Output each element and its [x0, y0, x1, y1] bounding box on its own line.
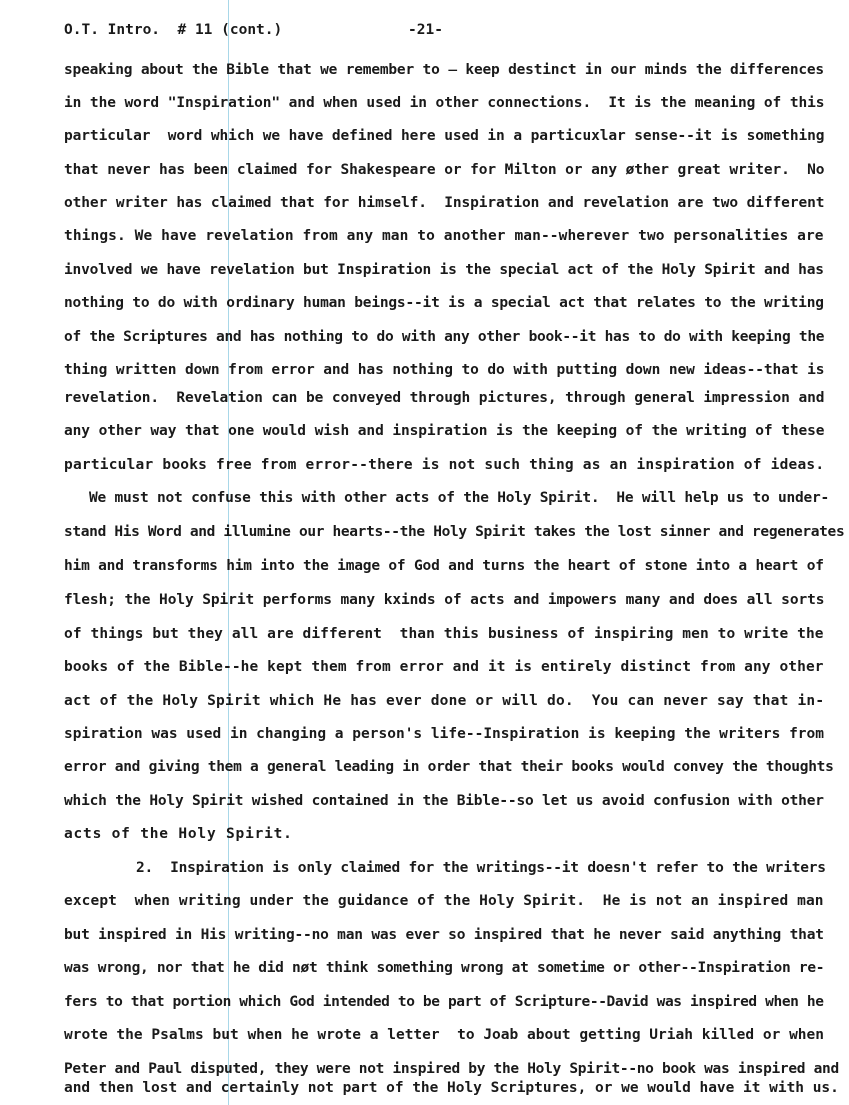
text-line: thing written down from error and has nothing to do with putting down new ideas--that is [64, 362, 825, 378]
text-line: revelation. Revelation can be conveyed through pictures, through general impression and [64, 390, 825, 406]
text-line: particular word which we have defined here used in a particuxlar sense--it is something [64, 128, 825, 144]
text-line: acts of the Holy Spirit. [64, 826, 293, 842]
text-line: things. We have revelation from any man to another man--wherever two personalities are [64, 228, 824, 244]
text-line: act of the Holy Spirit which He has ever done or will do. You can never say that in- [64, 693, 825, 709]
text-line: 2. Inspiration is only claimed for the writings--it doesn't refer to the writers [136, 860, 826, 876]
text-line: in the word "Inspiration" and when used in other connections. It is the meaning of this [64, 95, 825, 111]
text-line: any other way that one would wish and inspiration is the keeping of the writing of these [64, 423, 825, 439]
text-line: wrote the Psalms but when he wrote a letter to Joab about getting Uriah killed or when [64, 1027, 825, 1043]
text-line: involved we have revelation but Inspiration is the special act of the Holy Spirit and has [64, 262, 824, 278]
text-line: that never has been claimed for Shakespeare or for Milton or any øther great writer. No [64, 162, 825, 178]
text-line: other writer has claimed that for himself. Inspiration and revelation are two different [64, 195, 825, 211]
text-line: nothing to do with ordinary human beings--it is a special act that relates to the writing [64, 295, 824, 311]
text-line: flesh; the Holy Spirit performs many kxinds of acts and impowers many and does all sorts [64, 592, 825, 608]
text-line: and then lost and certainly not part of the Holy Scriptures, or we would have it with us. [64, 1080, 839, 1096]
header-title: O.T. Intro. # 11 (cont.) [64, 22, 283, 38]
text-line: of the Scriptures and has nothing to do with any other book--it has to do with keeping the [64, 329, 825, 345]
text-line: spiration was used in changing a person's life--Inspiration is keeping the writers from [64, 726, 825, 742]
text-line: error and giving them a general leading in order that their books would convey the thoughts [64, 759, 834, 775]
text-line: Peter and Paul disputed, they were not inspired by the Holy Spirit--no book was inspired and [64, 1061, 839, 1077]
page-number: -21- [408, 22, 443, 38]
text-line: was wrong, nor that he did nøt think something wrong at sometime or other--Inspiration re- [64, 960, 825, 976]
text-line: We must not confuse this with other acts of the Holy Spirit. He will help us to under- [89, 490, 829, 506]
text-line: books of the Bible--he kept them from error and it is entirely distinct from any other [64, 659, 824, 675]
text-line: fers to that portion which God intended to be part of Scripture--David was inspired when he [64, 994, 824, 1010]
text-line: of things but they all are different than this business of inspiring men to write the [64, 626, 824, 642]
text-line: particular books free from error--there is not such thing as an inspiration of ideas. [64, 457, 825, 473]
text-line: stand His Word and illumine our hearts--the Holy Spirit takes the lost sinner and regenerates [64, 524, 845, 540]
text-line: but inspired in His writing--no man was ever so inspired that he never said anything that [64, 927, 824, 943]
text-line: him and transforms him into the image of God and turns the heart of stone into a heart of [64, 558, 824, 574]
text-line: speaking about the Bible that we remember to ̶ keep destinct in our minds the differences [64, 62, 824, 78]
text-line: which the Holy Spirit wished contained in the Bible--so let us avoid confusion with other [64, 793, 824, 809]
text-line: except when writing under the guidance of the Holy Spirit. He is not an inspired man [64, 893, 824, 909]
